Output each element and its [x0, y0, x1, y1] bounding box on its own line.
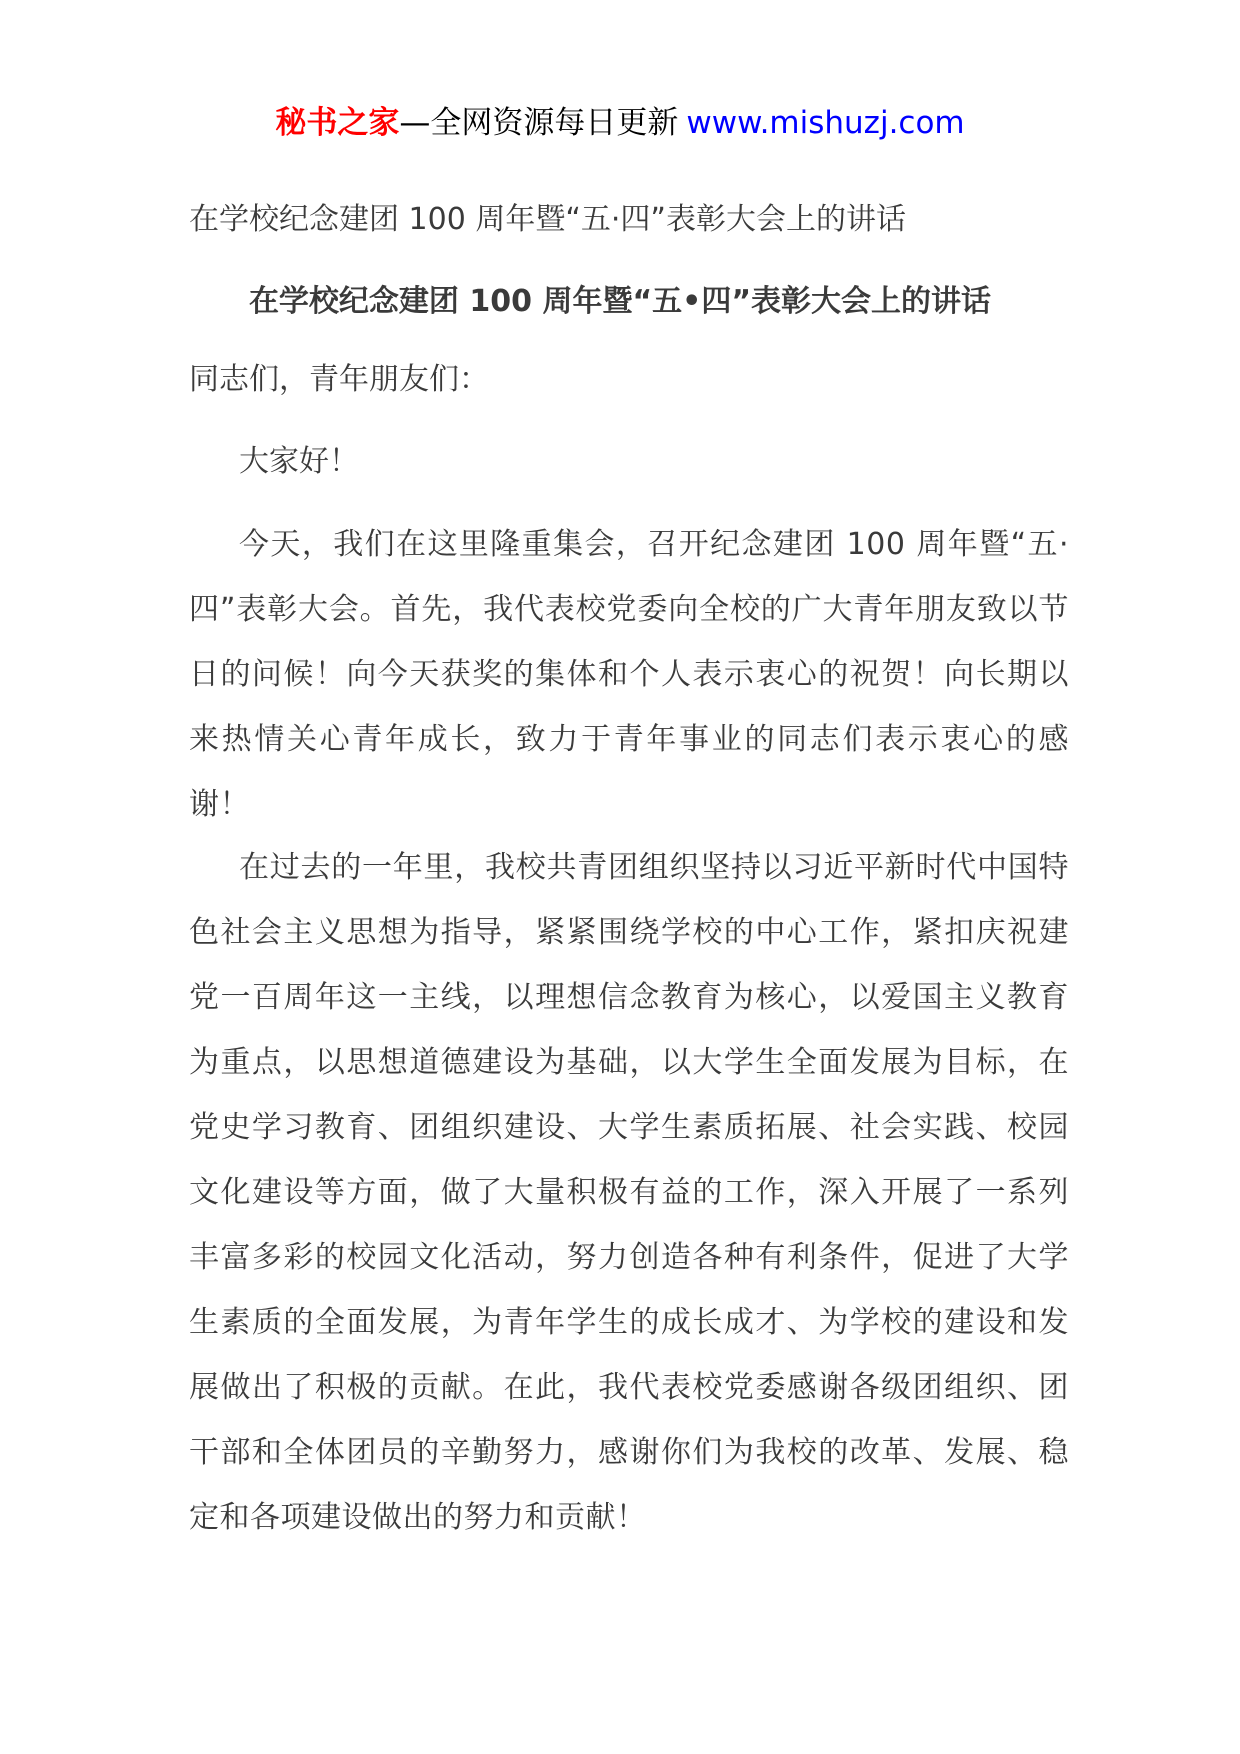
document-title-heading: 在学校纪念建团 100 周年暨“五•四”表彰大会上的讲话 — [248, 284, 992, 319]
paragraph-review: 在过去的一年里，我校共青团组织坚持以习近平新时代中国特色社会主义思想为指导，紧紧围绕学校的中心工作，紧扣庆祝建党一百周年这一主线，以理想信念教育为核心，以爱国主义教育为重点，以思想道德建设为基础，以大学生全面发展为目标，在党史学习教育、团组织建设、大学生素质拓展、社会实践、校园文化建设等方面，做了大量积极有益的工作，深入开展了一系列丰富多彩的校园文化活动，努力创造各种有利条件，促进了大学生素质的全面发展，为青年学生的成长成才、为学校的建设和发展做出了积极的贡献。在此，我代表校党委感谢各级团组织、团干部和全体团员的辛勤努力，感谢你们为我校的改革、发展、稳定和各项建设做出的努力和贡献！ — [189, 850, 1069, 1535]
paragraph-opening: 今天，我们在这里隆重集会，召开纪念建团 100 周年暨“五·四”表彰大会。首先，我代表校党委向全校的广大青年朋友致以节日的问候！向今天获奖的集体和个人表示衷心的祝贺！向长期以来热情关心青年成长，致力于青年事业的同志们表示衷心的感谢！ — [189, 527, 1069, 822]
greeting: 大家好！ — [239, 444, 359, 479]
site-url-link[interactable]: www.mishuzj.com — [686, 105, 965, 141]
site-header — [0, 100, 1240, 146]
salutation: 同志们，青年朋友们： — [189, 362, 489, 397]
document-title-plain: 在学校纪念建团 100 周年暨“五·四”表彰大会上的讲话 — [189, 202, 906, 237]
brand-name: 秘书之家 — [275, 105, 400, 141]
site-slogan: —全网资源每日更新 — [399, 105, 679, 141]
